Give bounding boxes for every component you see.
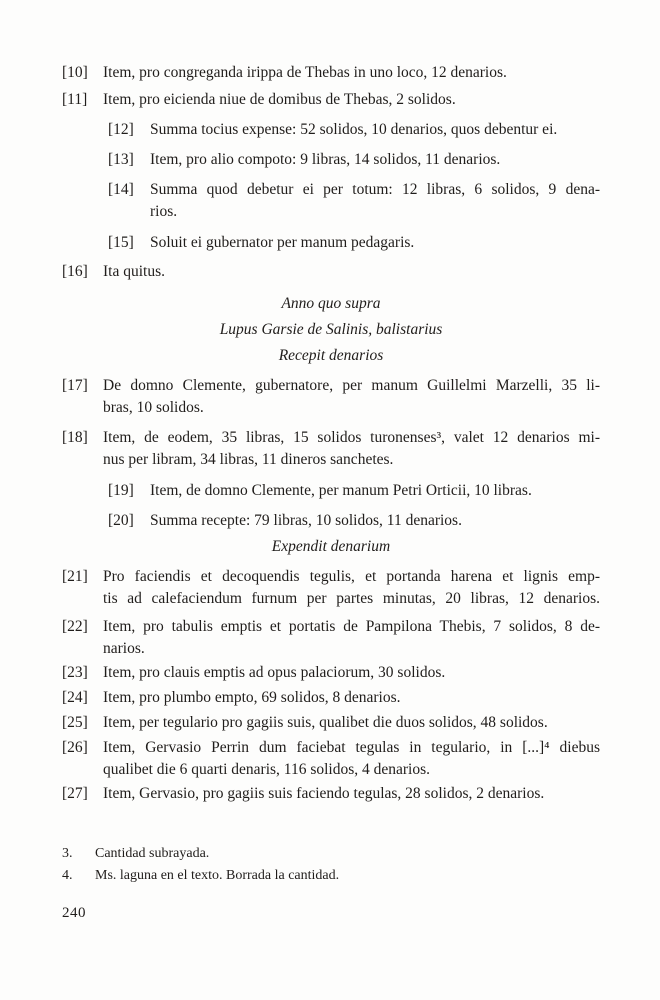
entry-24-text: Item, pro plumbo empto, 69 solidos, 8 denarios.: [103, 689, 401, 706]
entry-17-number: [17]: [62, 377, 88, 394]
entry-27-text: Item, Gervasio, pro gagiis suis faciendo tegulas, 28 solidos, 2 denarios.: [103, 785, 545, 802]
entry-12: [62, 119, 600, 141]
entry-23-text: Item, pro clauis emptis ad opus palaciorum, 30 solidos.: [103, 664, 446, 681]
entry-15-number: [15]: [108, 234, 134, 251]
entry-11: [62, 89, 600, 111]
entry-14-number: [14]: [108, 181, 134, 198]
entry-17-text-line2: bras, 10 solidos.: [103, 399, 204, 416]
entry-13-number: [13]: [108, 151, 134, 168]
heading-anno-line1: Anno quo supra: [281, 295, 381, 312]
entry-19: [62, 480, 600, 502]
entry-11-number: [11]: [62, 91, 88, 108]
footnote-3: [62, 843, 562, 865]
heading-anno-line2: Lupus Garsie de Salinis, balistarius: [219, 321, 443, 338]
entry-27-number: [27]: [62, 785, 88, 802]
entry-14: [62, 179, 600, 223]
footnote-3-number: 3.: [62, 846, 73, 861]
entry-15: [62, 232, 600, 254]
entry-20-number: [20]: [108, 512, 134, 529]
entry-26: [62, 737, 600, 781]
entry-10: [62, 62, 600, 84]
entry-27: [62, 783, 600, 805]
entry-21: [62, 566, 600, 610]
entry-18-number: [18]: [62, 429, 88, 446]
section-heading-expendit: [62, 534, 600, 560]
entry-21-text-line2: tis ad calefaciendum furnum per partes minutas, 20 libras, 12 denarios.: [103, 590, 600, 607]
entry-22: [62, 616, 600, 660]
entry-25-number: [25]: [62, 714, 88, 731]
entry-12-text: Summa tocius expense: 52 solidos, 10 denarios, quos debentur ei.: [150, 121, 558, 138]
entry-20-text: Summa recepte: 79 libras, 10 solidos, 11 denarios.: [150, 512, 462, 529]
footnote-4-number: 4.: [62, 868, 73, 883]
section-heading-anno: [62, 291, 600, 369]
entry-23-number: [23]: [62, 664, 88, 681]
entry-24: [62, 687, 600, 709]
entry-26-text-line1: Item, Gervasio Perrin dum faciebat tegulas in tegulario, in [...]⁴ diebus: [103, 739, 600, 756]
entry-23: [62, 662, 600, 684]
heading-anno-line3: Recepit denarios: [278, 347, 384, 364]
footnotes-block: [62, 843, 562, 887]
heading-expendit-line1: Expendit denarium: [271, 538, 391, 555]
footnote-4: [62, 865, 562, 887]
entry-17-text-line1: De domno Clemente, gubernatore, per manum Guillelmi Marzelli, 35 li-: [103, 377, 600, 394]
footnote-4-text: Ms. laguna en el texto. Borrada la cantidad.: [95, 868, 340, 883]
entry-13: [62, 149, 600, 171]
entry-15-text: Soluit ei gubernator per manum pedagaris.: [150, 234, 415, 251]
entry-16-text: Ita quitus.: [103, 263, 165, 280]
entry-18: [62, 427, 600, 471]
entry-24-number: [24]: [62, 689, 88, 706]
entry-16-number: [16]: [62, 263, 88, 280]
entry-22-number: [22]: [62, 618, 88, 635]
text-block: [62, 62, 600, 805]
entry-22-text-line2: narios.: [103, 640, 145, 657]
entry-12-number: [12]: [108, 121, 134, 138]
entry-25: [62, 712, 600, 734]
entry-10-number: [10]: [62, 64, 88, 81]
entry-18-text-line2: nus per libram, 34 libras, 11 dineros sanchetes.: [103, 451, 394, 468]
entry-16: [62, 261, 600, 283]
entry-20: [62, 510, 600, 532]
footnote-3-text: Cantidad subrayada.: [95, 846, 210, 861]
entry-19-number: [19]: [108, 482, 134, 499]
entry-14-text-line2: rios.: [150, 203, 178, 220]
entry-11-text: Item, pro eicienda niue de domibus de Thebas, 2 solidos.: [103, 91, 456, 108]
entry-14-text-line1: Summa quod debetur ei per totum: 12 libras, 6 solidos, 9 dena-: [150, 181, 600, 198]
entry-26-number: [26]: [62, 739, 88, 756]
entry-21-text-line1: Pro faciendis et decoquendis tegulis, et portanda harena et lignis emp-: [103, 568, 600, 585]
entry-13-text: Item, pro alio compoto: 9 libras, 14 solidos, 11 denarios.: [150, 151, 501, 168]
entry-10-text: Item, pro congreganda irippa de Thebas in uno loco, 12 denarios.: [103, 64, 507, 81]
entry-21-number: [21]: [62, 568, 88, 585]
page-number: 240: [62, 905, 86, 921]
entry-22-text-line1: Item, pro tabulis emptis et portatis de Pampilona Thebis, 7 solidos, 8 de-: [103, 618, 600, 635]
entry-18-text-line1: Item, de eodem, 35 libras, 15 solidos turonenses³, valet 12 denarios mi-: [103, 429, 600, 446]
entry-17: [62, 375, 600, 419]
entry-26-text-line2: qualibet die 6 quarti denaris, 116 solidos, 4 denarios.: [103, 761, 431, 778]
entry-19-text: Item, de domno Clemente, per manum Petri Orticii, 10 libras.: [150, 482, 532, 499]
entry-25-text: Item, per tegulario pro gagiis suis, qualibet die duos solidos, 48 solidos.: [103, 714, 548, 731]
